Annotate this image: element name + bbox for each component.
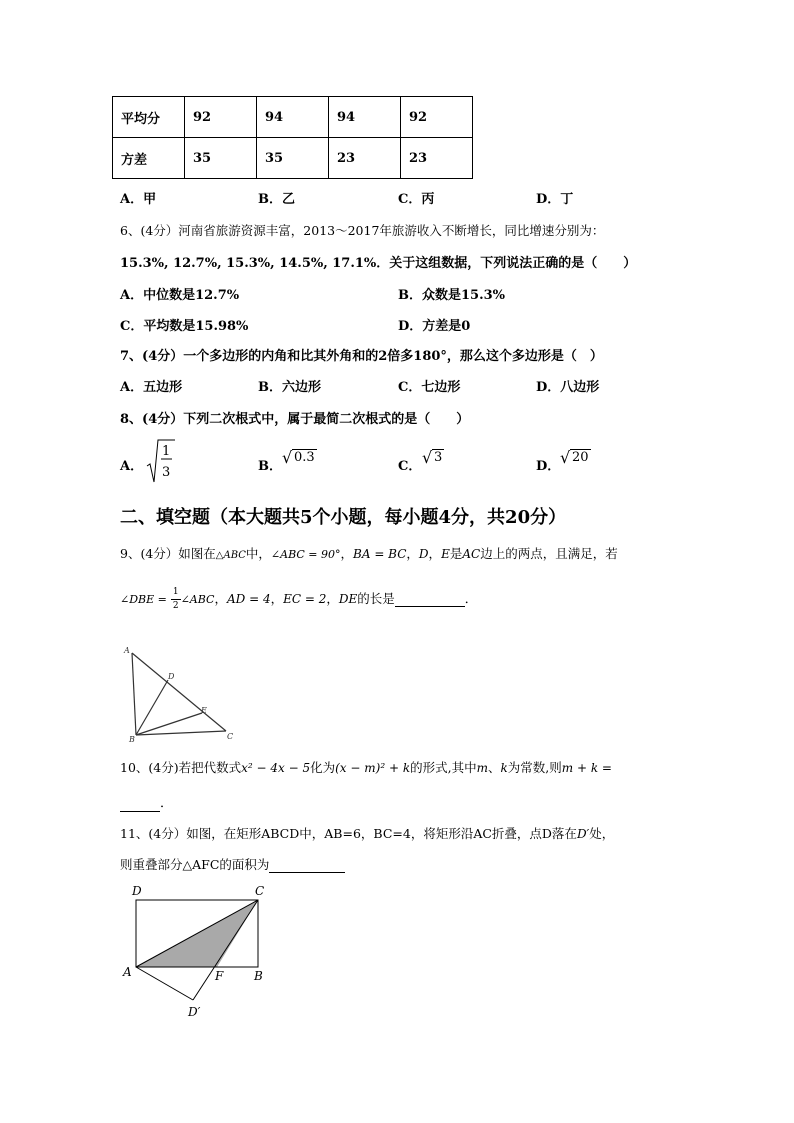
table-cell: 92 [185, 97, 257, 138]
q9-text: 的长是 [357, 591, 395, 606]
q8-option-d-label: D． [536, 459, 561, 474]
point-label: C [255, 884, 265, 898]
q9-math: D [418, 547, 429, 561]
radicand: 0.3 [294, 450, 315, 465]
q9-math: AD = 4 [226, 592, 271, 606]
q9-math: BA = BC [353, 547, 407, 561]
q6-stem-line1: 6、(4分）河南省旅游资源丰富，2013～2017年旅游收入不断增长，同比增速分别为： [120, 223, 605, 238]
q11-figure [118, 880, 278, 1024]
table-cell: 35 [185, 138, 257, 179]
q10-math: m + k = [561, 761, 612, 775]
q9-text: 边上的两点，且满足，若 [480, 546, 618, 561]
q8-option-a-expr [146, 438, 176, 490]
q6-stem-line2: 15.3%, 12.7%, 15.3%, 14.5%, 17.1%．关于这组数据，下列说法正确的是（ ） [120, 256, 637, 271]
fraction-denominator: 2 [172, 601, 179, 611]
q9-math: ∠DBE = [120, 593, 167, 606]
q10-math: k [500, 761, 508, 775]
rectangle-fold-figure [118, 880, 278, 1020]
answer-blank [120, 796, 160, 812]
score-table [112, 96, 473, 179]
q6-option-a: A．中位数是12.7% [120, 288, 240, 303]
q11-text: 则重叠部分△AFC的面积为 [120, 857, 270, 872]
q10-text: 、 [487, 760, 501, 775]
point-label: A [124, 646, 130, 655]
q11-text: 处， [589, 826, 615, 841]
q9-line1 [120, 544, 618, 562]
q11-text: 11、(4分）如图，在矩形ABCD中，AB=6，BC=4，将矩形沿AC折叠，点D落在 [120, 826, 577, 841]
q10-math: (x − m)² + k [335, 761, 411, 775]
q10-text: 为常数,则 [507, 760, 562, 775]
q9-math: AC [462, 547, 481, 561]
point-label: D′ [188, 1005, 201, 1019]
q10-text: 的形式,其中 [410, 760, 477, 775]
table-cell: 23 [329, 138, 401, 179]
point-label: F [215, 969, 224, 983]
q5-option-a: A．甲 [120, 192, 157, 207]
q7-option-b: B．六边形 [258, 380, 321, 395]
q9-text: ， [214, 591, 227, 606]
point-label: A [123, 965, 132, 979]
q8-option-d-expr: √ 20 [560, 448, 589, 467]
q10-text: 10、(4分)若把代数式 [120, 760, 242, 775]
q9-text: 中， [245, 546, 271, 561]
q9-math: ∠ABC = 90° [270, 548, 341, 561]
q11-line1 [120, 824, 614, 842]
q7-option-d: D．八边形 [536, 380, 600, 395]
q10-line2 [120, 792, 173, 812]
q10-math: x² − 4x − 5 [241, 761, 311, 775]
q10-math: m [476, 761, 488, 775]
q6-option-d: D．方差是0 [398, 319, 471, 334]
q7-option-c: C．七边形 [398, 380, 461, 395]
point-label: B [254, 969, 263, 983]
triangle-figure [120, 643, 240, 743]
radicand-numerator: 1 [162, 444, 171, 459]
q5-option-b: B．乙 [258, 192, 295, 207]
q9-math: ∠ABC [180, 593, 215, 606]
q8-stem: 8、(4分）下列二次根式中，属于最简二次根式的是（ ） [120, 412, 470, 427]
q9-math: DE [338, 592, 358, 606]
fraction-half [171, 586, 181, 613]
q9-text: ， [270, 591, 284, 606]
table-row [113, 97, 473, 138]
q9-text: ． [464, 591, 478, 606]
answer-blank [269, 857, 345, 873]
point-label: D [132, 884, 142, 898]
point-label: D [168, 672, 175, 681]
fraction-numerator: 1 [171, 586, 181, 600]
table-cell: 方差 [113, 138, 185, 179]
q9-figure [120, 643, 240, 747]
table-cell: 平均分 [113, 97, 185, 138]
radicand: 3 [434, 450, 443, 465]
section-heading: 二、填空题（本大题共5个小题，每小题4分，共20分） [120, 507, 567, 528]
answer-blank [395, 591, 465, 607]
q8-option-c-expr: √ 3 [422, 448, 443, 467]
q6-option-c: C．平均数是15.98% [120, 319, 249, 334]
q7-option-a: A．五边形 [120, 380, 183, 395]
q9-text: 是 [449, 546, 463, 561]
q10-text: ． [160, 796, 174, 811]
sqrt-fraction-icon [146, 438, 176, 486]
q6-option-b: B．众数是15.3% [398, 288, 506, 303]
point-label: C [227, 732, 234, 741]
q11-line2 [120, 855, 345, 873]
table-row [113, 138, 473, 179]
q8-option-b-label: B． [258, 459, 282, 474]
point-label: E [201, 706, 207, 715]
q11-math: D′ [576, 827, 590, 841]
radicand: 20 [572, 450, 589, 465]
q8-option-b-expr: √ 0.3 [282, 448, 315, 467]
table-cell: 94 [257, 97, 329, 138]
q9-line2 [120, 586, 477, 613]
q5-option-d: D．丁 [536, 192, 574, 207]
q9-math: E [441, 547, 450, 561]
q10-line1 [120, 758, 612, 776]
q9-text: 9、(4分）如图在 [120, 546, 216, 561]
q5-option-c: C．丙 [398, 192, 435, 207]
q8-option-a-label: A． [120, 459, 144, 474]
q9-text: ， [326, 591, 339, 606]
q8-option-c-label: C． [398, 459, 422, 474]
q9-math: EC = 2 [283, 592, 327, 606]
q9-text: ， [406, 546, 419, 561]
table-cell: 92 [401, 97, 473, 138]
q9-text: ， [428, 546, 442, 561]
q9-math: △ABC [215, 550, 246, 561]
table-cell: 35 [257, 138, 329, 179]
point-label: B [129, 735, 135, 743]
q7-stem: 7、(4分）一个多边形的内角和比其外角和的2倍多180°，那么这个多边形是（ ） [120, 349, 603, 364]
table-cell: 23 [401, 138, 473, 179]
q10-text: 化为 [310, 760, 336, 775]
radicand-denominator: 3 [162, 465, 171, 480]
q9-text: ， [340, 546, 354, 561]
table-cell: 94 [329, 97, 401, 138]
